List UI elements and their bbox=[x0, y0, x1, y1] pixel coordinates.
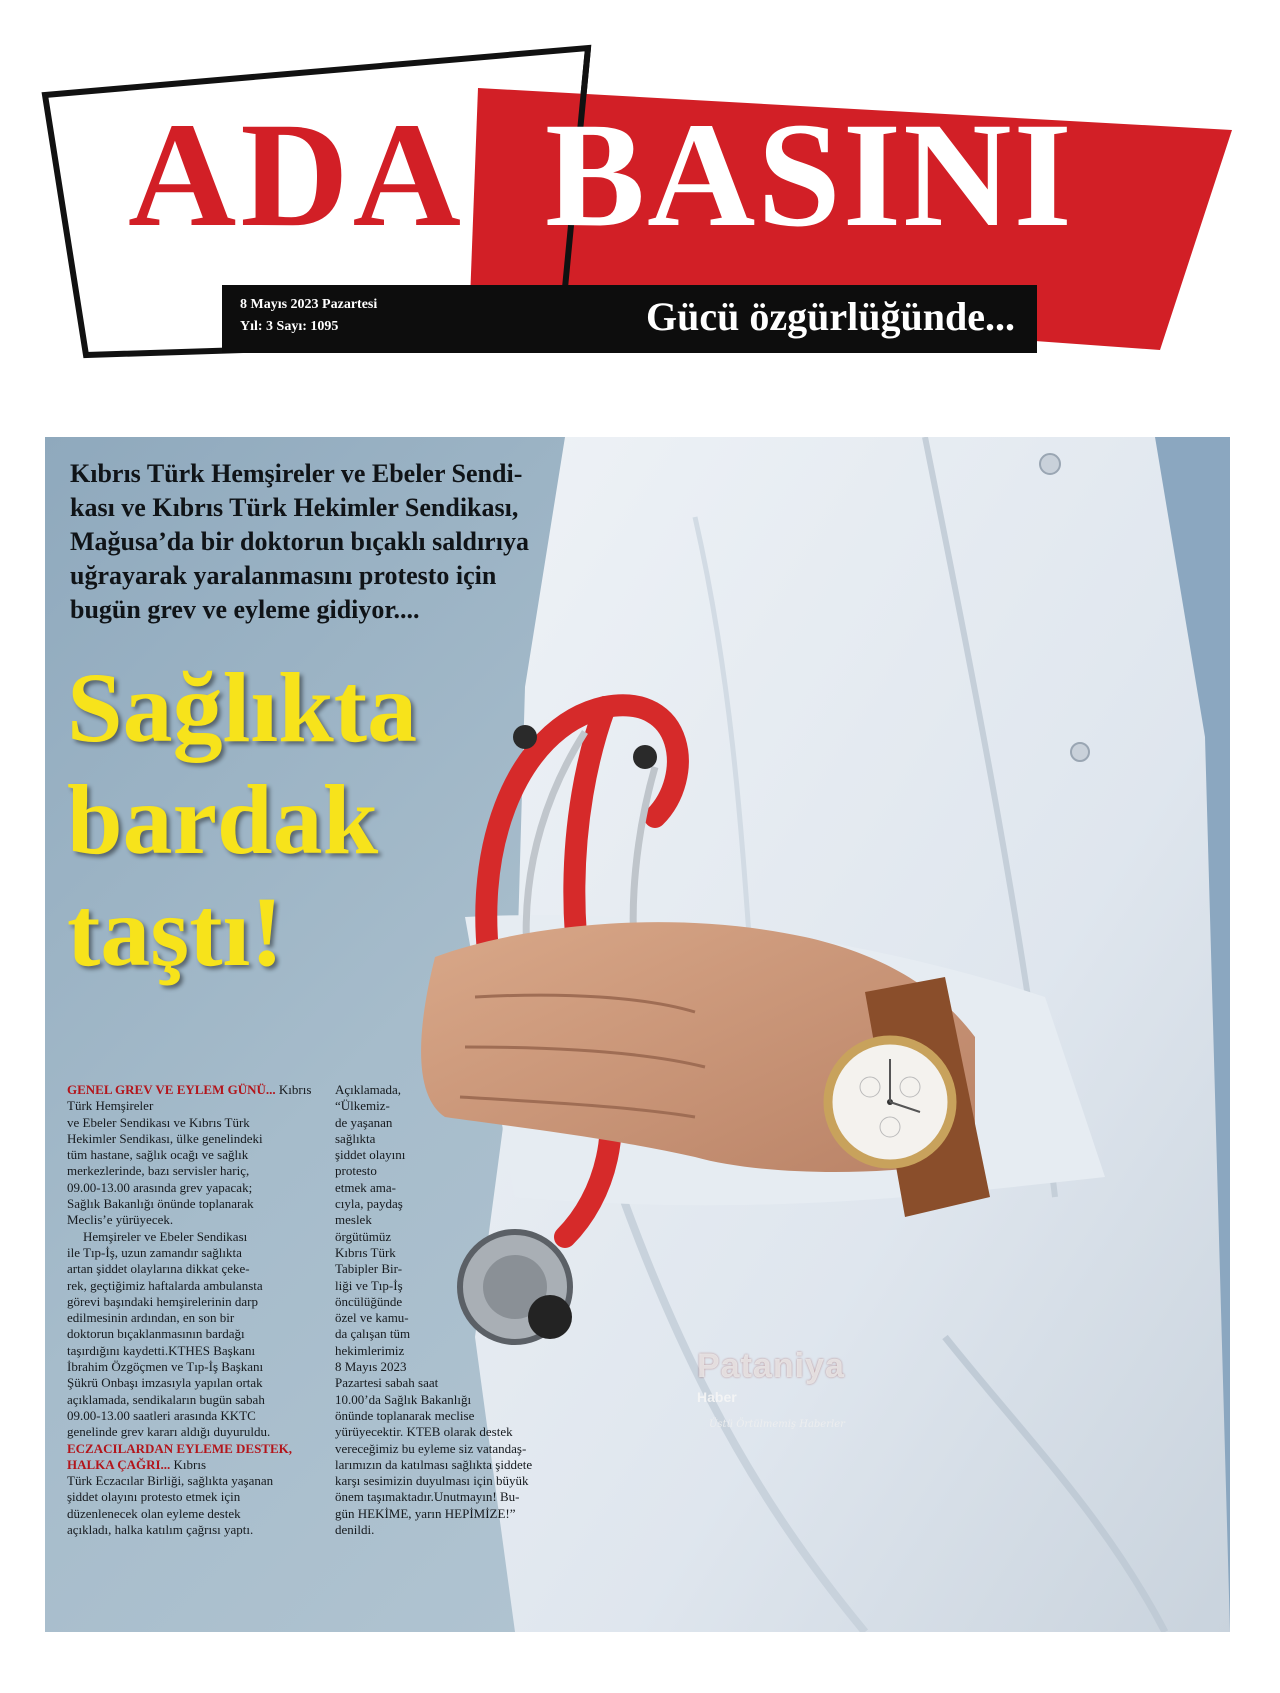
issue-info-bar bbox=[222, 285, 1037, 353]
article-line: vereceğimiz bu eyleme siz vatandaş- bbox=[335, 1440, 527, 1456]
article-line: de yaşanan bbox=[335, 1114, 393, 1130]
article-column-1 bbox=[67, 1082, 337, 1538]
article-line: Tabipler Bir- bbox=[335, 1261, 403, 1277]
headline-line: bardak bbox=[67, 764, 379, 875]
article-line: Sağlık Bakanlığı önünde toplanarak bbox=[67, 1196, 254, 1212]
article-line: özel ve kamu- bbox=[335, 1310, 409, 1326]
article-line: örgütümüz bbox=[335, 1228, 392, 1244]
article-text: Kıbrıs bbox=[170, 1456, 207, 1472]
issue-date: 8 Mayıs 2023 Pazartesi bbox=[240, 297, 378, 312]
headline-line: taştı! bbox=[67, 876, 284, 987]
article-line: Şükrü Onbaşı imzasıyla yapılan ortak bbox=[67, 1375, 263, 1391]
article-line: etmek ama- bbox=[335, 1179, 396, 1195]
article-line: Türk Eczacılar Birliği, sağlıkta yaşanan bbox=[67, 1473, 274, 1489]
article-line: ile Tıp-İş, uzun zamandır sağlıkta bbox=[67, 1244, 242, 1260]
article-line: açıklamada, sendikaların bugün sabah bbox=[67, 1391, 265, 1407]
lead-line: Mağusa’da bir doktorun bıçaklı saldırıya bbox=[70, 527, 529, 556]
article-line: İbrahim Özgöçmen ve Tıp-İş Başkanı bbox=[67, 1359, 264, 1375]
article-line: önem taşımaktadır.Unutmayın! Bu- bbox=[335, 1489, 520, 1505]
article-line: Hekimler Sendikası, ülke genelindeki bbox=[67, 1130, 263, 1146]
section-kicker: ECZACILARDAN EYLEME DESTEK, HALKA ÇAĞRI... bbox=[67, 1440, 293, 1472]
article-line: yürüyecektir. KTEB olarak destek bbox=[335, 1424, 513, 1440]
article-line: düzenlenecek olan eyleme destek bbox=[67, 1505, 241, 1521]
article-line: doktorun bıçaklanmasının bardağı bbox=[67, 1326, 245, 1342]
article-line: “Ülkemiz- bbox=[335, 1098, 390, 1114]
watermark bbox=[685, 1347, 885, 1447]
article-line: protesto bbox=[335, 1163, 377, 1179]
article-line: genelinde grev kararı aldığı duyuruldu. bbox=[67, 1424, 271, 1440]
lead-paragraph bbox=[70, 457, 670, 627]
headline bbox=[67, 652, 587, 988]
article-line: önünde toplanarak meclise bbox=[335, 1407, 475, 1423]
article-line: öncülüğünde bbox=[335, 1293, 403, 1309]
slogan: Gücü özgürlüğünde... bbox=[646, 294, 1015, 339]
article-line: karşı sesimizin duyulması için büyük bbox=[335, 1473, 529, 1489]
article-line: şiddet olayını bbox=[335, 1147, 406, 1163]
watermark-sub: Haber bbox=[697, 1389, 737, 1405]
logo-ada: ADA bbox=[128, 92, 465, 258]
article-line: rek, geçtiğimiz haftalarda ambulansta bbox=[67, 1277, 263, 1293]
watermark-name: Pataniya bbox=[697, 1347, 845, 1385]
headline-line: Sağlıkta bbox=[67, 652, 418, 763]
article-line: Açıklamada, bbox=[335, 1082, 402, 1097]
article-line: da çalışan tüm bbox=[335, 1326, 411, 1342]
article-line: taşırdığını kaydetti.KTHES Başkanı bbox=[67, 1342, 256, 1358]
article-line: merkezlerinde, bazı servisler hariç, bbox=[67, 1163, 250, 1179]
article-line: 09.00-13.00 arasında grev yapacak; bbox=[67, 1179, 253, 1195]
article-line: hekimlerimiz bbox=[335, 1342, 405, 1358]
article-line: liği ve Tıp-İş bbox=[335, 1277, 403, 1293]
article-line: meslek bbox=[335, 1212, 372, 1228]
article-column-2 bbox=[335, 1082, 605, 1538]
article-line: gün HEKİME, yarın HEPİMİZE!” bbox=[335, 1505, 516, 1521]
article-line: edilmesinin ardından, en son bir bbox=[67, 1310, 235, 1326]
lead-line: bugün grev ve eyleme gidiyor.... bbox=[70, 595, 420, 624]
masthead bbox=[0, 0, 1280, 420]
cover-photo bbox=[45, 437, 1230, 1632]
article-line: denildi. bbox=[335, 1522, 375, 1538]
article-line: görevi başındaki hemşirelerinin darp bbox=[67, 1293, 258, 1309]
article-line: tüm hastane, sağlık ocağı ve sağlık bbox=[67, 1147, 249, 1163]
article-line: şiddet olayını protesto etmek için bbox=[67, 1489, 241, 1505]
article-line: larımızın da katılması sağlıkta şiddete bbox=[335, 1456, 533, 1472]
article-line: cıyla, paydaş bbox=[335, 1196, 403, 1212]
article-line: sağlıkta bbox=[335, 1130, 376, 1146]
article-line: 09.00-13.00 saatleri arasında KKTC bbox=[67, 1407, 256, 1423]
article-line: Meclis’e yürüyecek. bbox=[67, 1212, 174, 1228]
article-line: Hemşireler ve Ebeler Sendikası bbox=[83, 1228, 248, 1244]
watermark-tagline: Üstü Örtülmemiş Haberler bbox=[709, 1419, 845, 1430]
article-text: Kıbrıs Türk Hemşireler bbox=[67, 1082, 312, 1114]
logo-basini: BASINI bbox=[545, 92, 1074, 258]
lead-line: uğrayarak yaralanmasını protesto için bbox=[70, 561, 497, 590]
article-line: ve Ebeler Sendikası ve Kıbrıs Türk bbox=[67, 1114, 250, 1130]
article-line: açıkladı, halka katılım çağrısı yaptı. bbox=[67, 1522, 254, 1538]
lead-line: kası ve Kıbrıs Türk Hekimler Sendikası, bbox=[70, 493, 519, 522]
article-line: artan şiddet olaylarına dikkat çeke- bbox=[67, 1261, 250, 1277]
article-line: 8 Mayıs 2023 bbox=[335, 1359, 407, 1375]
section-kicker: GENEL GREV VE EYLEM GÜNÜ... bbox=[67, 1082, 276, 1097]
article-line: Kıbrıs Türk bbox=[335, 1244, 396, 1260]
lead-line: Kıbrıs Türk Hemşireler ve Ebeler Sendi- bbox=[70, 459, 523, 488]
issue-number: Yıl: 3 Sayı: 1095 bbox=[240, 319, 339, 334]
article-line: 10.00’da Sağlık Bakanlığı bbox=[335, 1391, 472, 1407]
article-line: Pazartesi sabah saat bbox=[335, 1375, 439, 1391]
